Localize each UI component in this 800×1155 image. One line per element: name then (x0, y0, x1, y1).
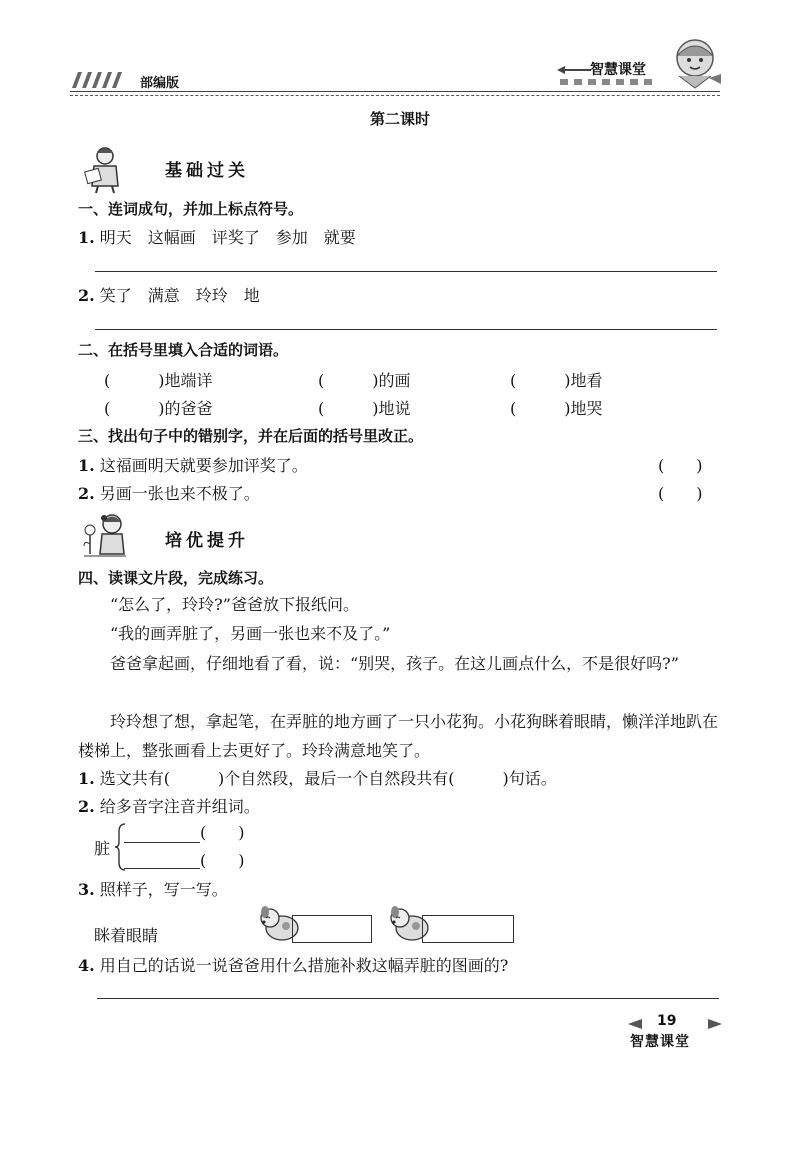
q4-sub-2-text: 给多音字注音并组词。 (99, 797, 260, 816)
q4-sub-4-number: 4. (78, 956, 95, 975)
q4-sub-3-text: 照样子，写一写。 (99, 880, 228, 899)
footer-brand: 智慧课堂 (630, 1034, 690, 1050)
passage-paragraph-2: “我的画弄脏了，另画一张也来不及了。” (110, 624, 391, 643)
q4-sub-4 (78, 953, 508, 976)
q4-sub-3-number: 3. (78, 880, 95, 899)
header-rule (70, 91, 720, 92)
word-paren-2[interactable]: ( ) (200, 851, 245, 870)
q2-blank-6[interactable]: ( )地哭 (510, 399, 603, 418)
q3-item-1-text: 这福画明天就要参加评奖了。 (99, 456, 308, 475)
girl-with-flower-icon (80, 510, 130, 560)
mascot-girl-icon (665, 38, 725, 90)
edition-label: 部编版 (140, 76, 180, 91)
q2-blank-4[interactable]: ( )的爸爸 (104, 399, 213, 418)
passage-paragraph-4: 玲玲想了想，拿起笔，在弄脏的地方画了一只小花狗。小花狗眯着眼睛，懒洋洋地趴在楼梯上，整张画看上去更好了。玲玲满意地笑了。 (78, 712, 719, 760)
q1-item-2-number: 2. (78, 286, 95, 305)
example-phrase: 眯着眼睛 (94, 926, 159, 945)
q4-sub-2-number: 2. (78, 797, 95, 816)
q4-sub-2 (78, 794, 260, 817)
polyphone-character: 脏 (94, 839, 111, 858)
pinyin-line-1[interactable] (124, 842, 200, 843)
q1-item-1 (78, 225, 356, 248)
q3-item-2 (78, 481, 260, 504)
passage-paragraph-3: 爸爸拿起画，仔细地看了看，说：“别哭，孩子。在这儿画点什么，不是很好吗?” (110, 654, 679, 673)
q2-blank-2[interactable]: ( )的画 (318, 371, 411, 390)
header-dots-decoration (560, 78, 678, 86)
q2-heading: 二、在括号里填入合适的词语。 (78, 341, 289, 359)
lesson-title: 第二课时 (369, 110, 430, 128)
q3-item-2-number: 2. (78, 484, 95, 503)
q2-blank-1[interactable]: ( )地端详 (104, 371, 213, 390)
header-dashed-rule (70, 95, 720, 96)
q2-blank-5[interactable]: ( )地说 (318, 399, 411, 418)
footer-rule (97, 998, 719, 999)
q4-sub-1 (78, 766, 557, 789)
q3-item-2-answer-paren[interactable]: ( ) (658, 484, 703, 503)
imitation-answer-box-2[interactable] (422, 915, 514, 943)
q1-answer-line-2[interactable] (95, 329, 717, 330)
q1-item-2-text: 笑了 满意 玲玲 地 (99, 286, 260, 305)
q2-blank-3[interactable]: ( )地看 (510, 371, 603, 390)
header-stripes-decoration (72, 72, 132, 88)
boy-reading-icon (80, 144, 130, 194)
section-title-basic: 基础过关 (165, 161, 249, 181)
q3-item-1-answer-paren[interactable]: ( ) (658, 456, 703, 475)
section-title-advanced: 培优提升 (165, 531, 249, 551)
q3-item-1 (78, 453, 308, 476)
q1-item-1-text: 明天 这幅画 评奖了 参加 就要 (99, 228, 356, 247)
q1-item-2 (78, 283, 260, 306)
page-number: 19 (657, 1013, 677, 1029)
q1-heading: 一、连词成句，并加上标点符号。 (78, 200, 304, 218)
q4-heading: 四、读课文片段，完成练习。 (78, 569, 274, 587)
word-paren-1[interactable]: ( ) (200, 823, 245, 842)
q3-item-2-text: 另画一张也来不极了。 (99, 484, 260, 503)
q4-sub-3 (78, 877, 228, 900)
q4-sub-1-text: 选文共有( )个自然段，最后一个自然段共有( )句话。 (99, 769, 557, 788)
pinyin-line-2[interactable] (124, 868, 200, 869)
q4-sub-1-number: 1. (78, 769, 95, 788)
q1-answer-line-1[interactable] (95, 271, 717, 272)
curly-brace (114, 822, 126, 872)
q4-sub-4-text: 用自己的话说一说爸爸用什么措施补救这幅弄脏的图画的? (99, 956, 509, 975)
imitation-answer-box-1[interactable] (292, 915, 372, 943)
passage-paragraph-1: “怎么了，玲玲?”爸爸放下报纸问。 (110, 595, 359, 614)
arrow-decoration-icon (557, 66, 591, 74)
header-brand: 智慧课堂 (590, 62, 646, 78)
q3-heading: 三、找出句子中的错别字，并在后面的括号里改正。 (78, 427, 424, 445)
q3-item-1-number: 1. (78, 456, 95, 475)
q1-item-1-number: 1. (78, 228, 95, 247)
